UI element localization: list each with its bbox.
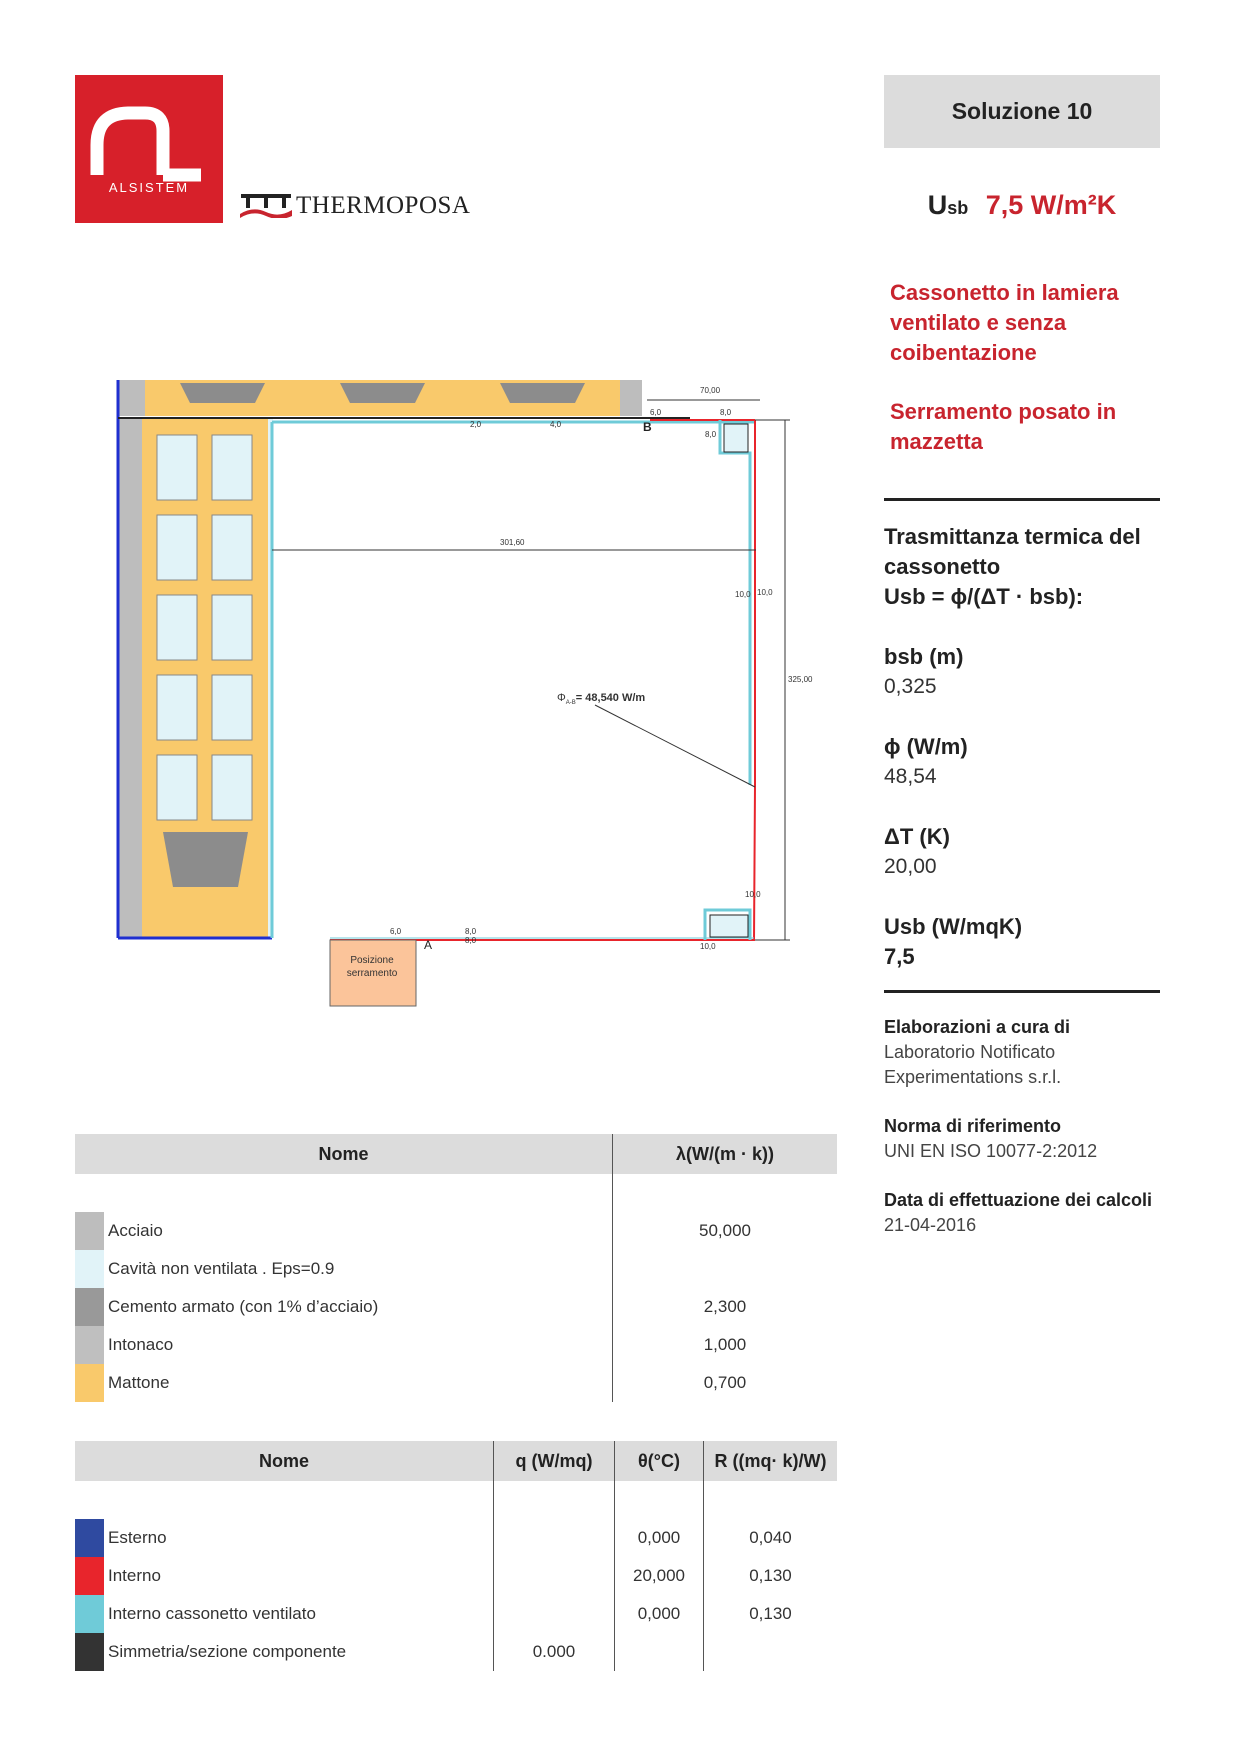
usb-sub: sb	[947, 198, 969, 218]
dim-small-3: 6,0	[650, 408, 662, 417]
material-row	[75, 1250, 837, 1288]
boundary-theta: 20,000	[615, 1557, 704, 1595]
thermal-section	[884, 522, 1160, 972]
dim-small-8: 10,0	[757, 588, 773, 597]
boundary-theta: 0,000	[615, 1595, 704, 1633]
boundary-row	[75, 1633, 837, 1671]
boundary-swatch	[75, 1633, 104, 1671]
phi-label: ϕ (W/m)	[884, 734, 968, 759]
credits-section	[884, 1015, 1160, 1238]
norma-value: UNI EN ISO 10077-2:2012	[884, 1141, 1098, 1161]
boundaries-header-q: q (W/mq)	[494, 1441, 615, 1481]
material-name: Cavità non ventilata . Eps=0.9	[108, 1259, 335, 1278]
alsistem-mark-icon	[75, 75, 223, 223]
thermal-title-2: cassonetto	[884, 554, 1001, 579]
bsb-value: 0,325	[884, 675, 937, 698]
thermoposa-logo	[240, 192, 471, 219]
dim-small-6: 8,0	[705, 430, 717, 439]
norma-label: Norma di riferimento	[884, 1116, 1062, 1136]
boundary-name: Interno	[108, 1566, 161, 1585]
serramento-line-2: mazzetta	[890, 429, 983, 454]
data-label: Data di effettuazione dei calcoli	[884, 1190, 1153, 1210]
material-row	[75, 1326, 837, 1364]
window-position-label-2: serramento	[346, 968, 398, 979]
dim-top-label: 70,00	[700, 386, 721, 395]
point-a: A	[424, 938, 433, 952]
dt-value: 20,00	[884, 855, 937, 878]
boundaries-header-r: R ((mq· k)/W)	[704, 1441, 838, 1481]
serramento-line-1: Serramento posato in	[890, 399, 1117, 424]
phi-value: 48,54	[884, 765, 937, 788]
elab-label: Elaborazioni a cura di	[884, 1017, 1071, 1037]
boundary-swatch	[75, 1595, 104, 1633]
dim-width-label: 301,60	[500, 538, 525, 547]
elab-line-2: Experimentations s.r.l.	[884, 1067, 1062, 1087]
dim-small-2: 4,0	[550, 420, 562, 429]
material-name: Mattone	[108, 1373, 170, 1392]
dim-small-12: 8,0	[465, 927, 477, 936]
alsistem-logo	[75, 75, 223, 223]
boundary-r: 0,130	[704, 1557, 838, 1595]
partner-name: THERMOPOSA	[296, 192, 471, 219]
material-swatch	[75, 1288, 104, 1326]
material-lambda	[613, 1250, 838, 1288]
cassonetto-line-1: Cassonetto in lamiera	[890, 280, 1119, 305]
thermoposa-mark-icon	[240, 192, 292, 218]
thermal-title-1: Trasmittanza termica del	[884, 524, 1141, 549]
material-swatch	[75, 1212, 104, 1250]
wall-concrete-block	[163, 832, 248, 887]
material-row	[75, 1364, 837, 1402]
data-value: 21-04-2016	[884, 1215, 977, 1235]
dim-small-13: 8,0	[465, 936, 477, 945]
boundary-theta	[615, 1633, 704, 1671]
boundary-q: 0.000	[494, 1633, 615, 1671]
boundary-swatch	[75, 1519, 104, 1557]
phi-symbol: Φ	[557, 692, 566, 704]
material-lambda: 1,000	[613, 1326, 838, 1364]
material-row	[75, 1212, 837, 1250]
boundary-q	[494, 1595, 615, 1633]
materials-header-name: Nome	[75, 1134, 613, 1174]
cassonetto-block-3	[500, 383, 585, 403]
boundary-name: Interno cassonetto ventilato	[108, 1604, 316, 1623]
dim-small-5: 8,0	[720, 408, 732, 417]
boundary-row	[75, 1519, 837, 1557]
boundary-name: Esterno	[108, 1528, 167, 1547]
usb-label: Usb (W/mqK)	[884, 914, 1023, 939]
dim-height-label: 325,00	[788, 675, 813, 684]
dim-small-1: 2,0	[470, 420, 482, 429]
material-lambda: 0,700	[613, 1364, 838, 1402]
boundary-row	[75, 1557, 837, 1595]
material-name: Acciaio	[108, 1221, 163, 1240]
usb-letter: U	[927, 190, 948, 220]
boundaries-header-name: Nome	[75, 1441, 494, 1481]
materials-header-lambda: λ(W/(m · k))	[613, 1134, 838, 1174]
material-name: Cemento armato (con 1% d’acciaio)	[108, 1297, 379, 1316]
dim-small-9: 10,0	[745, 890, 761, 899]
divider-bottom	[884, 990, 1160, 993]
cassonetto-line-2: ventilato e senza	[890, 310, 1067, 335]
material-row	[75, 1288, 837, 1326]
boundary-r: 0,130	[704, 1595, 838, 1633]
phi-annotation-value: = 48,540 W/m	[575, 692, 646, 704]
cassonetto-block-1	[180, 383, 265, 403]
boundary-row	[75, 1595, 837, 1633]
material-swatch	[75, 1250, 104, 1288]
usb-headline-value: 7,5 W/m²K	[985, 190, 1117, 220]
boundaries-table	[75, 1441, 837, 1671]
boundary-q	[494, 1519, 615, 1557]
boundaries-header-theta: θ(°C)	[615, 1441, 704, 1481]
window-position-label-1: Posizione	[350, 955, 394, 966]
material-lambda: 2,300	[613, 1288, 838, 1326]
brand-name: ALSISTEM	[108, 180, 190, 195]
dt-label: ΔT (K)	[884, 824, 950, 849]
cassonetto-line-3: coibentazione	[890, 340, 1037, 365]
usb-headline	[884, 190, 1160, 221]
phi-subscript: A-B	[565, 700, 576, 706]
thermal-formula: Usb = ϕ/(ΔT · bsb):	[884, 584, 1084, 609]
dim-small-7: 10,0	[735, 590, 751, 599]
boundary-name: Simmetria/sezione componente	[108, 1642, 347, 1661]
serramento-headline	[890, 397, 1160, 457]
boundary-r: 0,040	[704, 1519, 838, 1557]
material-swatch	[75, 1364, 104, 1402]
elab-line-1: Laboratorio Notificato	[884, 1042, 1056, 1062]
dim-small-10: 10,0	[700, 942, 716, 951]
material-name: Intonaco	[108, 1335, 174, 1354]
solution-title: Soluzione 10	[884, 75, 1160, 148]
material-lambda: 50,000	[613, 1212, 838, 1250]
point-b: B	[643, 420, 652, 434]
material-swatch	[75, 1326, 104, 1364]
materials-table	[75, 1134, 837, 1402]
cassonetto-block-2	[340, 383, 425, 403]
boundary-q	[494, 1557, 615, 1595]
bsb-label: bsb (m)	[884, 644, 964, 669]
dim-small-11: 6,0	[390, 927, 402, 936]
boundary-r	[704, 1633, 838, 1671]
boundary-theta: 0,000	[615, 1519, 704, 1557]
usb-value: 7,5	[884, 944, 915, 969]
divider-top	[884, 498, 1160, 501]
boundary-swatch	[75, 1557, 104, 1595]
technical-drawing	[100, 365, 840, 1015]
cassonetto-headline	[890, 278, 1160, 368]
